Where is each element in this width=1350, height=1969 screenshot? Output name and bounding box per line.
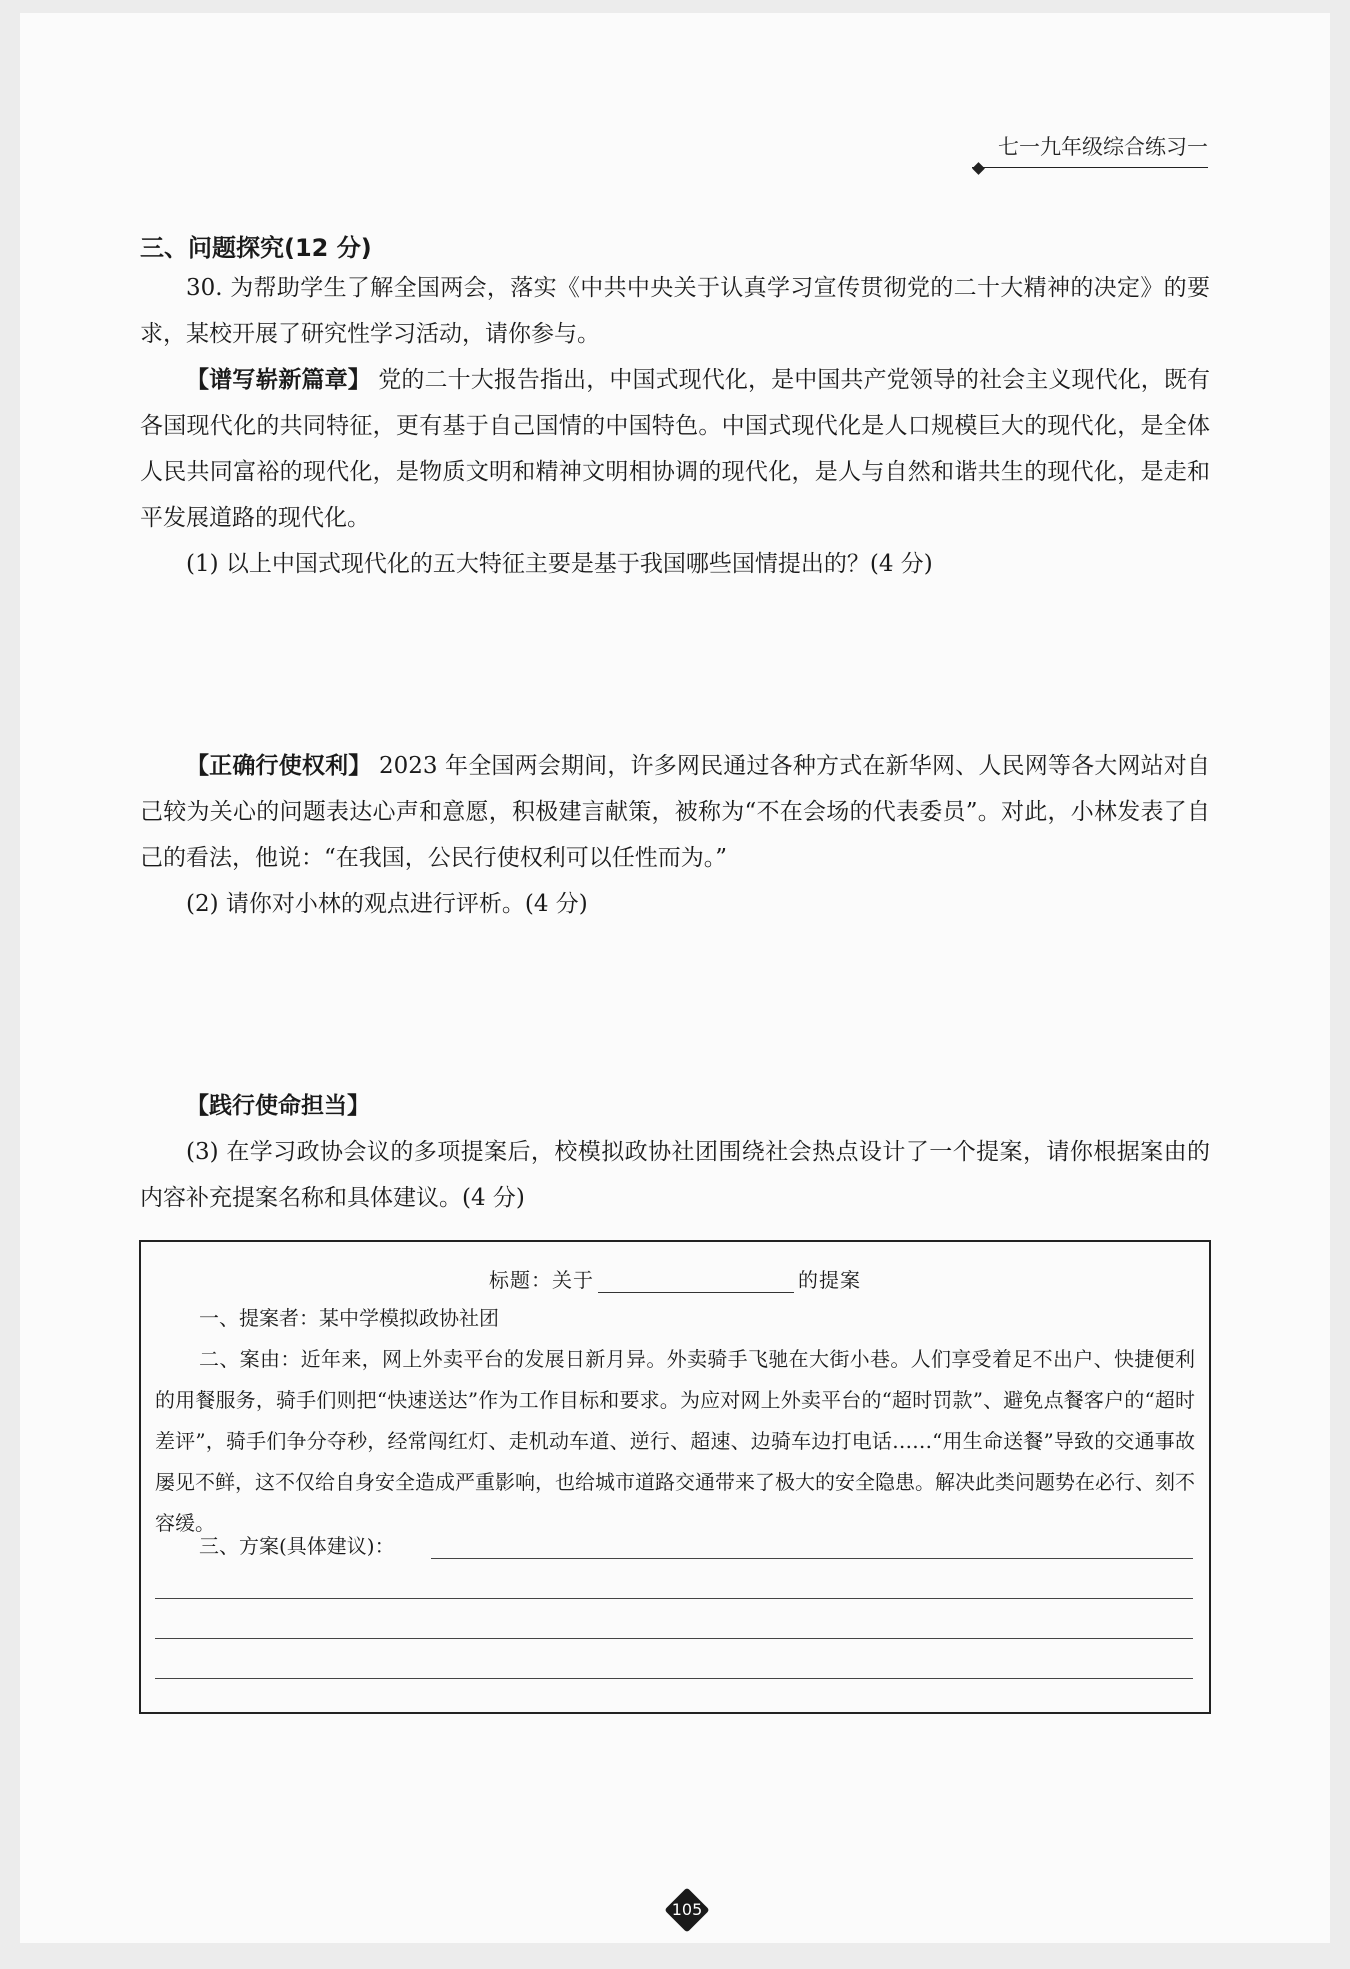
part2-tag: 【正确行使权利】 — [186, 753, 372, 779]
proposal-proposer: 一、提案者：某中学模拟政协社团 — [199, 1306, 499, 1330]
page-number-text: 105 — [671, 1900, 703, 1919]
section-title: 三、问题探究(12 分) — [140, 234, 372, 262]
part2-paragraph — [140, 743, 1210, 881]
proposal-title-suffix: 的提案 — [798, 1268, 861, 1292]
proposal-title — [141, 1264, 1209, 1293]
part1-tag: 【谱写崭新篇章】 — [186, 367, 371, 393]
question-3: (3) 在学习政协会议的多项提案后，校模拟政协社团围绕社会热点设计了一个提案，请你根据案由的内容补充提案名称和具体建议。(4 分) — [140, 1139, 1210, 1211]
answer-line[interactable] — [155, 1598, 1193, 1599]
part1-text: 党的二十大报告指出，中国式现代化，是中国共产党领导的社会主义现代化，既有各国现代化的共同特征，更有基于自己国情的中国特色。中国式现代化是人口规模巨大的现代化，是全体人民共同富裕的现代化，是物质文明和精神文明相协调的现代化，是人与自然和谐共生的现代化，是走和平发展道路的现代化。 — [140, 367, 1211, 531]
proposal-title-blank[interactable] — [598, 1270, 794, 1293]
question-2: (2) 请你对小林的观点进行评析。(4 分) — [186, 891, 588, 917]
diamond-icon — [972, 162, 985, 175]
exam-page — [20, 13, 1330, 1943]
proposal-plan-label: 三、方案(具体建议)： — [199, 1534, 395, 1558]
part1-paragraph — [140, 357, 1210, 541]
page-number — [665, 1888, 709, 1932]
part3-tag: 【践行使命担当】 — [186, 1093, 370, 1119]
proposal-box — [139, 1240, 1211, 1714]
answer-line[interactable] — [155, 1638, 1193, 1639]
page-header — [972, 131, 1208, 168]
header-text: 七一九年级综合练习一 — [998, 135, 1208, 159]
part2-text: 2023 年全国两会期间，许多网民通过各种方式在新华网、人民网等各大网站对自己较为关心的问题表达心声和意愿，积极建言献策，被称为“不在会场的代表委员”。对此，小林发表了自己的看法，他说：“在我国，公民行使权利可以任性而为。” — [140, 753, 1210, 871]
proposal-title-prefix: 标题：关于 — [489, 1268, 594, 1292]
question-30-intro: 30. 为帮助学生了解全国两会，落实《中共中央关于认真学习宣传贯彻党的二十大精神的决定》的要求，某校开展了研究性学习活动，请你参与。 — [140, 275, 1210, 347]
answer-line[interactable] — [155, 1678, 1193, 1679]
question-1: (1) 以上中国式现代化的五大特征主要是基于我国哪些国情提出的？(4 分) — [186, 551, 933, 577]
proposal-reason: 二、案由：近年来，网上外卖平台的发展日新月异。外卖骑手飞驰在大街小巷。人们享受着足不出户、快捷便利的用餐服务，骑手们则把“快速送达”作为工作目标和要求。为应对网上外卖平台的“超时罚款”、避免点餐客户的“超时差评”，骑手们争分夺秒，经常闯红灯、走机动车道、逆行、超速、边骑车边打电话……“用生命送餐”导致的交通事故屡见不鲜，这不仅给自身安全造成严重影响，也给城市道路交通带来了极大的安全隐患。解决此类问题势在必行、刻不容缓。 — [155, 1347, 1195, 1535]
answer-line[interactable] — [431, 1558, 1193, 1559]
